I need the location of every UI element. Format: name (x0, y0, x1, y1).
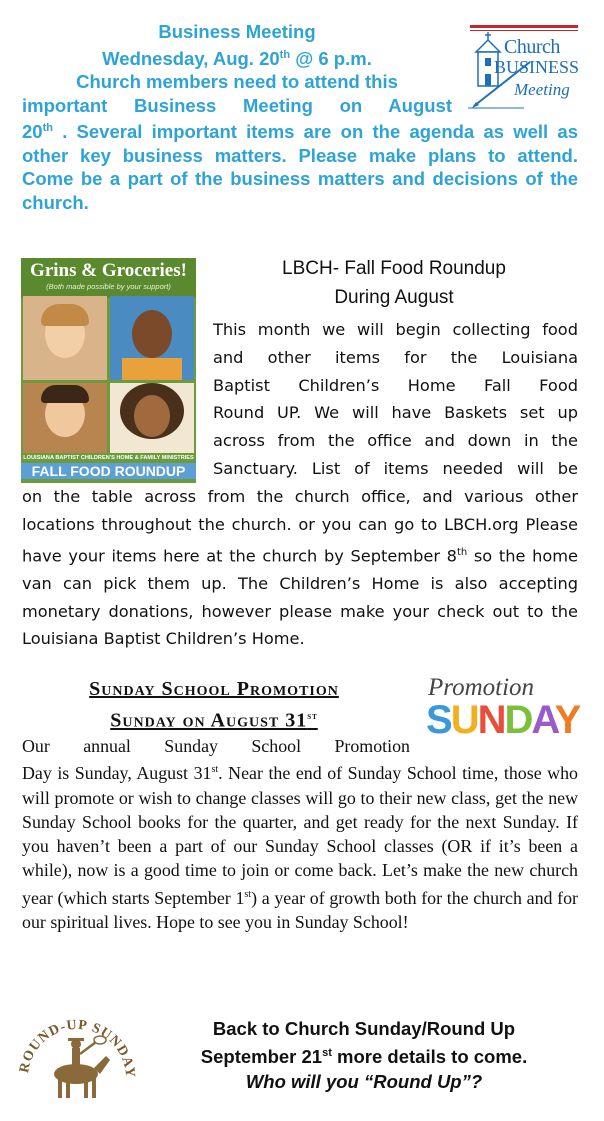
promotion-body-text: Day is Sunday, August 31st. Near the end of Sunday School time, those who will promote or wish to change classes will go to their new class, get the new Sunday School books for the quarter, and get ready for the next Sunday. If you haven’t been a part of our Sunday School classes (OR if it’s been a while), now is a good time to join or come back. Let’s make the new church year (which starts September 1st) a year of growth both for the church and for our spiritual lives. Hope to see you in Sunday School! (22, 763, 578, 933)
child-photo-2 (110, 296, 194, 380)
lbch-body-full: on the table across from the church office, and various other locations throughout the church. or you can go to LBCH.org Please have your items here at the church by September 8th so the home van can pick them up. The Children’s Home is also accepting monetary donations, however please make your check out to the Louisiana Baptist Children’s Home. (22, 487, 578, 649)
lbch-line: and other items for the Louisiana (213, 347, 578, 367)
grins-title: Grins & Groceries! (30, 260, 187, 281)
child-photo-4 (110, 383, 194, 453)
lbch-line: Baptist Children’s Home Fall Food (213, 375, 578, 395)
business-meeting-heading: Business Meeting (158, 21, 316, 42)
lbch-body-wrapped (213, 316, 578, 483)
business-meeting-body-line2: important Business Meeting on August (22, 94, 452, 116)
child-photo-1 (23, 296, 107, 380)
lbch-title (196, 254, 592, 312)
lbch-line: This month we will begin collecting food (213, 320, 578, 339)
roundup-logo-text: ROUND-UP SUNDAY (18, 1017, 136, 1079)
cowboy-horse-icon (18, 1008, 136, 1104)
roundup-line2: September 21st more details to come. (200, 1046, 528, 1068)
logo-word-business: BUSINESS (494, 57, 580, 77)
business-meeting-body: 20th . Several important items are on the agenda as well as other key business matters. Please make plans to attend. Come be a part of the business matters and decisions of the church. (22, 121, 578, 213)
grins-subtitle: (Both made possible by your support) (46, 282, 171, 291)
lbch-title-line1: LBCH- Fall Food Roundup (282, 258, 506, 279)
logo-word-church: Church (504, 36, 560, 58)
child-photo-3 (23, 383, 107, 453)
promotion-body (22, 734, 578, 934)
lbch-line: Sanctuary. List of items needed will be (213, 458, 578, 478)
lbch-line: Round UP. We will have Baskets set up (213, 403, 578, 423)
promotion-logo-word2: SUNDAY (426, 698, 580, 742)
grins-groceries-image (21, 258, 196, 483)
church-business-meeting-logo (464, 22, 582, 110)
promotion-title-line2: Sunday on August 31st (110, 709, 318, 732)
business-meeting-date: Wednesday, Aug. 20th @ 6 p.m. (102, 47, 372, 69)
roundup-line3: Who will you “Round Up”? (245, 1071, 483, 1093)
promotion-title-line1: Sunday School Promotion (89, 678, 339, 700)
roundup-line1: Back to Church Sunday/Round Up (212, 1018, 516, 1039)
lbch-line: across from the office and down in the (213, 431, 578, 451)
grins-footer-big: FALL FOOD ROUNDUP (21, 463, 196, 479)
promotion-logo-word1: Promotion (428, 674, 535, 701)
grins-footer-small: LOUISIANA BAPTIST CHILDREN'S HOME & FAMILY MINISTRIES (23, 455, 194, 461)
logo-word-meeting: Meeting (514, 80, 570, 99)
roundup-text (144, 1016, 584, 1094)
promotion-body-line1: Our annual Sunday School Promotion (22, 736, 410, 756)
lbch-title-line2: During August (334, 287, 454, 308)
promotion-title (22, 676, 406, 735)
business-meeting-body-line1: Church members need to attend this (76, 71, 398, 93)
roundup-sunday-logo (18, 1008, 136, 1104)
